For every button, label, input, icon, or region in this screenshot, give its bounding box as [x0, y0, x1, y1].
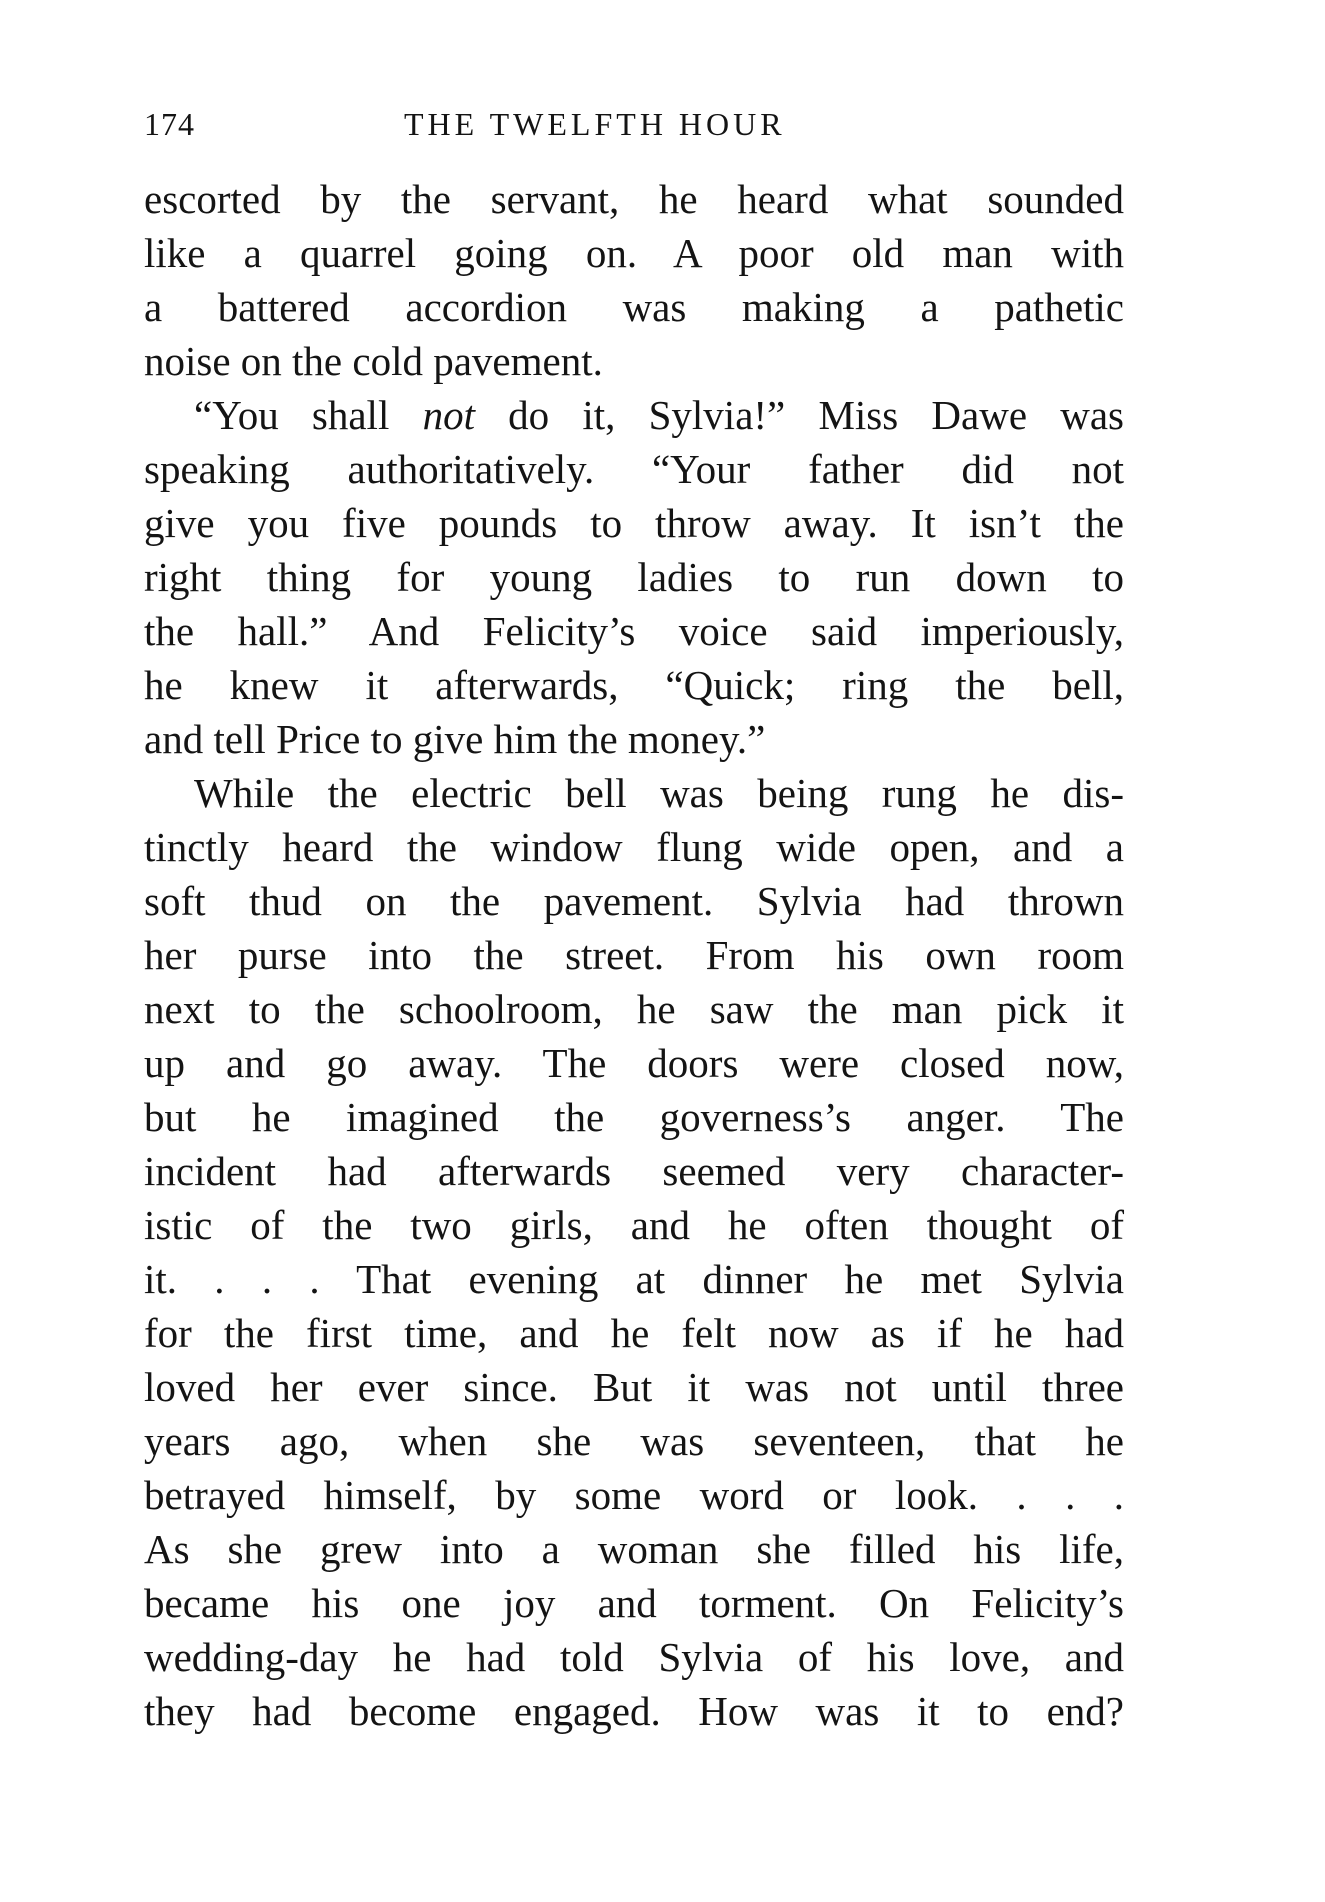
text-line-25: betrayed himself, by some word or look. . . .: [144, 1472, 1124, 1518]
text-line-8: right thing for young ladies to run down to: [144, 554, 1124, 600]
text-line-16: next to the schoolroom, he saw the man pick it: [144, 986, 1124, 1032]
text-line-26: As she grew into a woman she filled his life,: [144, 1526, 1124, 1572]
text-line-13: tinctly heard the window flung wide open, and a: [144, 824, 1124, 870]
text-line-17: up and go away. The doors were closed now,: [144, 1040, 1124, 1086]
text-line-22: for the first time, and he felt now as if he had: [144, 1310, 1124, 1356]
text-line-1: escorted by the servant, he heard what sounded: [144, 176, 1124, 222]
text-line-24: years ago, when she was seventeen, that he: [144, 1418, 1124, 1464]
text-line-5-start: “You shall: [194, 392, 423, 438]
text-line-15: her purse into the street. From his own room: [144, 932, 1124, 978]
text-line-10: he knew it afterwards, “Quick; ring the bell,: [144, 662, 1124, 708]
text-line-5-end: do it, Sylvia!” Miss Dawe was: [474, 392, 1124, 438]
text-line-9: the hall.” And Felicity’s voice said imperiously,: [144, 608, 1124, 654]
body-text: [144, 172, 1124, 1738]
text-line-2: like a quarrel going on. A poor old man with: [144, 230, 1124, 276]
text-line-3: a battered accordion was making a pathetic: [144, 284, 1124, 330]
text-line-23: loved her ever since. But it was not until three: [144, 1364, 1124, 1410]
text-line-5: [144, 388, 1124, 442]
text-line-29: they had become engaged. How was it to end?: [144, 1688, 1124, 1734]
text-line-12: While the electric bell was being rung he dis-: [194, 770, 1124, 816]
text-line-7: give you five pounds to throw away. It isn’t the: [144, 500, 1124, 546]
running-head: [144, 106, 1120, 146]
text-line-14: soft thud on the pavement. Sylvia had thrown: [144, 878, 1124, 924]
text-line-21: it. . . . That evening at dinner he met Sylvia: [144, 1256, 1124, 1302]
text-line-18: but he imagined the governess’s anger. The: [144, 1094, 1124, 1140]
emphasized-word: not: [422, 392, 475, 438]
text-line-6: speaking authoritatively. “Your father did not: [144, 446, 1124, 492]
text-line-27: became his one joy and torment. On Felicity’s: [144, 1580, 1124, 1626]
text-line-11: and tell Price to give him the money.”: [144, 716, 766, 762]
running-title: THE TWELFTH HOUR: [404, 106, 786, 142]
text-line-19: incident had afterwards seemed very character-: [144, 1148, 1124, 1194]
text-line-4: noise on the cold pavement.: [144, 338, 603, 384]
text-line-28: wedding-day he had told Sylvia of his love, and: [144, 1634, 1124, 1680]
text-line-20: istic of the two girls, and he often thought of: [144, 1202, 1124, 1248]
page-number: 174: [144, 106, 195, 142]
